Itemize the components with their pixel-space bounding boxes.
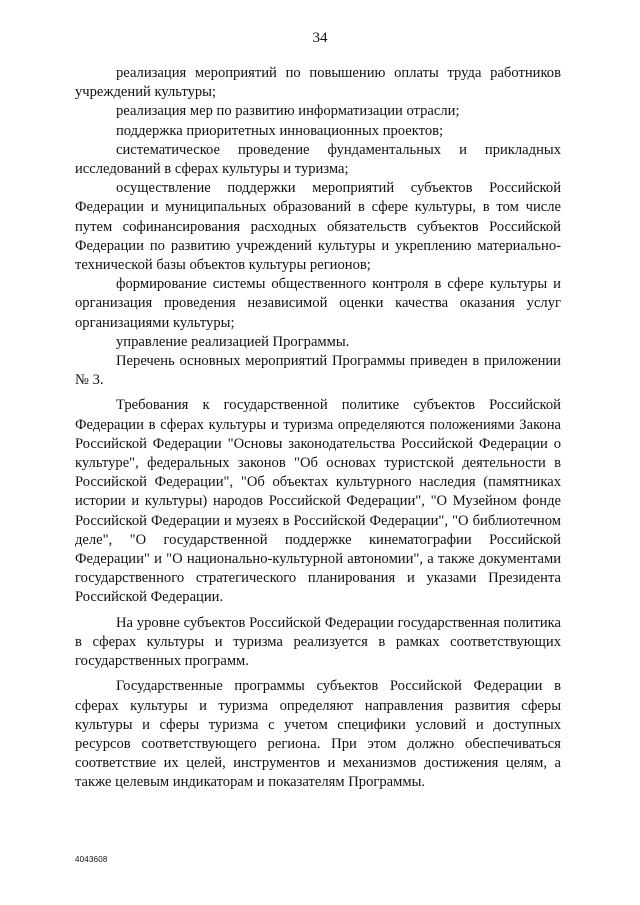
paragraph: Требования к государственной политике субъектов Российской Федерации в сферах культуры и туризма определяются положениями Закона Российской Федерации "Основы законодательства Российской Федерации о культуре", федеральных законов "Об основах туристской деятельности в Российской Федерации", "Об объектах культурного наследия (памятниках истории и культуры) народов Российской Федерации", "О Музейном фонде Российской Федерации и музеях в Российской Федерации", "О библиотечном деле", "О государственной поддержке кинематографии Российской Федерации" и "О национально-культурной автономии", а также документами государственного стратегического планирования и указами Президента Российской Федерации. (75, 397, 561, 606)
paragraph: реализация мероприятий по повышению оплаты труда работников учреждений культуры; (75, 65, 561, 101)
page-number: 34 (312, 30, 328, 46)
document-code: 4043608 (75, 855, 108, 864)
paragraph: Государственные программы субъектов Российской Федерации в сферах культуры и туризма определяют направления развития сферы культуры и сферы туризма с учетом специфики условий и доступных ресурсов соответствующего региона. При этом должно обеспечиваться соответствие их целей, инструментов и механизмов достижения целям, а также целевым индикаторам и показателям Программы. (75, 678, 561, 791)
paragraph: управление реализацией Программы. (116, 333, 350, 350)
paragraph: На уровне субъектов Российской Федерации государственная политика в сферах культуры и туризма реализуется в рамках соответствующих государственных программ. (75, 614, 561, 670)
paragraph: Перечень основных мероприятий Программы приведен в приложении № 3. (75, 353, 561, 389)
paragraph: формирование системы общественного контроля в сфере культуры и организация проведения независимой оценки качества оказания услуг организациями культуры; (75, 276, 561, 331)
paragraph: реализация мер по развитию информатизации отрасли; (116, 103, 460, 120)
paragraph: систематическое проведение фундаментальных и прикладных исследований в сферах культуры и туризма; (75, 141, 561, 178)
document-body (75, 64, 561, 793)
paragraph: поддержка приоритетных инновационных проектов; (116, 122, 444, 139)
paragraph: осуществление поддержки мероприятий субъектов Российской Федерации и муниципальных образований в сфере культуры, в том числе путем софинансирования расходных обязательств субъектов Российской Федерации по развитию учреждений культуры и укреплению материально-технической базы объектов культуры регионов; (75, 180, 561, 274)
